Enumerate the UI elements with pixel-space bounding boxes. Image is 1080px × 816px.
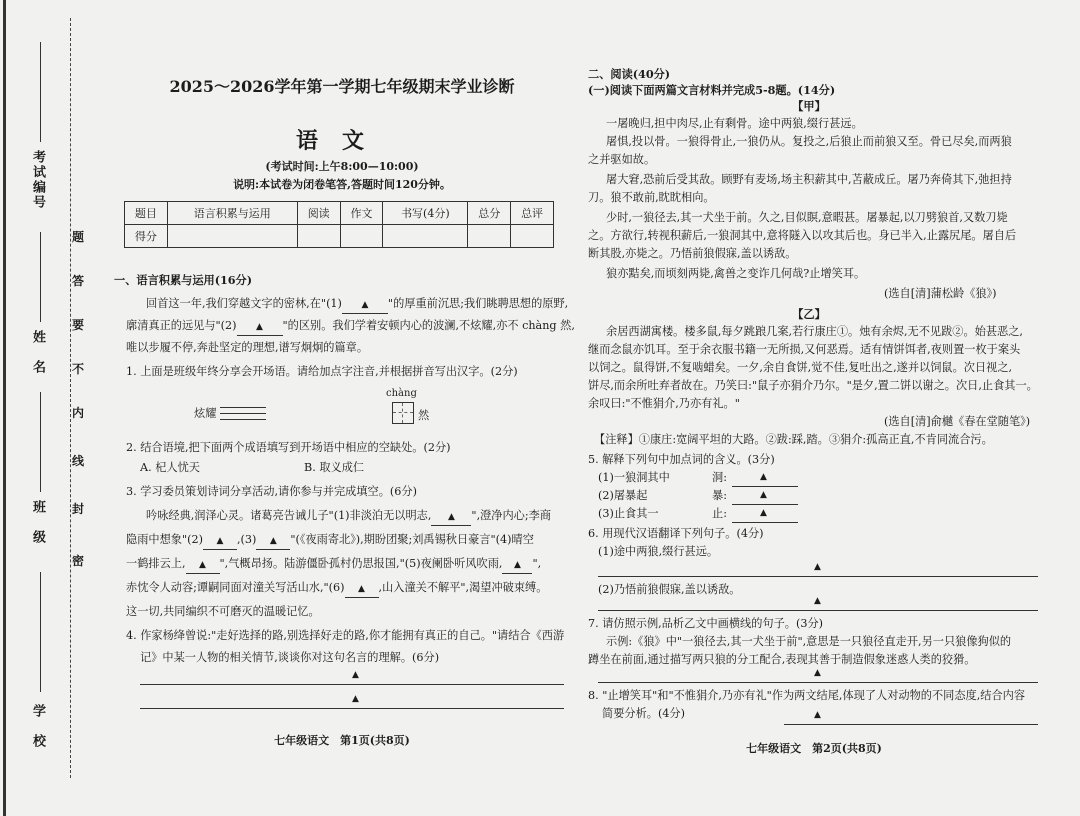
yi-source: (选自[清]俞樾《春在堂随笔》): [884, 415, 1031, 428]
score-header: 语言积累与运用: [167, 202, 297, 225]
q5-item: (3)止食其一: [598, 507, 659, 520]
score-cell[interactable]: [167, 225, 297, 248]
q3-line-4: [126, 580, 576, 598]
answer-line[interactable]: [732, 522, 798, 523]
q5-word: 洞:: [712, 471, 727, 484]
score-cell[interactable]: [511, 225, 554, 248]
q7-example: 蹲坐在前面,通过描写两只狼的分工配合,表现其善于制造假象迷惑人类的狡猾。: [588, 653, 976, 666]
pinyin-hint: chàng: [386, 388, 417, 399]
q3-text: "(《夜雨寄北》),期盼团聚;刘禹锡秋日豪言"(4)晴空: [290, 533, 534, 546]
answer-mark: ▲: [814, 668, 821, 678]
answer-line[interactable]: [140, 684, 564, 685]
yi-paragraph: 余居西湖寓楼。楼多鼠,每夕跳踉几案,若行康庄①。烛有余烬,无不见跋②。始甚恶之,: [606, 325, 1023, 338]
binding-strip: [0, 0, 98, 816]
class-label: 班 级: [30, 500, 45, 545]
name-blank: [40, 232, 41, 322]
q3-line-2: [126, 532, 576, 550]
q3-text: ",澄净内心;李商: [471, 509, 552, 522]
school-blank: [40, 572, 41, 692]
exam-time: (考试时间:上午8:00—10:00): [265, 160, 419, 173]
question-4-cont: 记》中某一人物的相关情节,谈谈你对这句名言的理解。(6分): [140, 651, 440, 664]
answer-line[interactable]: [732, 486, 798, 487]
score-cell[interactable]: [468, 225, 511, 248]
jia-paragraph: 一屠晚归,担中肉尽,止有剩骨。途中两狼,缀行甚远。: [606, 117, 863, 130]
hanzi-grid-box[interactable]: [392, 402, 414, 424]
seal-char: 密: [72, 554, 85, 568]
answer-line[interactable]: [784, 724, 1038, 725]
q3-text: ",气概昂扬。陆游僵卧孤村仍思报国,"(5)夜阑卧听风吹雨,: [219, 557, 503, 570]
jia-source: (选自[清]蒲松龄《狼》): [884, 287, 997, 300]
score-header: 总评: [511, 202, 554, 225]
page-1: [112, 0, 575, 816]
answer-mark: ▲: [199, 560, 206, 570]
q5-word: 止:: [712, 507, 727, 520]
q3-text: ,(3): [236, 533, 257, 546]
jia-paragraph: 屠惧,投以骨。一狼得骨止,一狼仍从。复投之,后狼止而前狼又至。骨已尽矣,而两狼: [606, 135, 1012, 148]
score-header: 作文: [340, 202, 383, 225]
intro-text: "的区别。我们学着安顿内心的波澜,不炫耀,亦不 chàng 然,: [282, 319, 575, 332]
seal-char: 答: [72, 274, 85, 288]
yi-paragraph: [588, 360, 1046, 376]
answer-blank[interactable]: [237, 318, 283, 336]
page-footer: 七年级语文 第1页(共8页): [274, 734, 410, 747]
seal-char: 不: [72, 362, 85, 376]
answer-mark: ▲: [814, 710, 821, 720]
class-blank: [40, 392, 41, 492]
section-heading: 二、阅读(40分): [588, 67, 671, 81]
score-row: [125, 225, 554, 248]
answer-blank[interactable]: [186, 556, 220, 574]
q3-text: 隐雨中想象"(2): [126, 533, 203, 546]
answer-mark: ▲: [814, 562, 821, 572]
school-label: 学 校: [30, 704, 45, 749]
annotation-notes: 【注释】①康庄:宽阔平坦的大路。②跋:踩,踏。③狷介:孤高正直,不肯同流合污。: [594, 433, 993, 446]
score-header: 题目: [125, 202, 168, 225]
score-cell[interactable]: [297, 225, 340, 248]
intro-text: 廓清真正的远见与"(2): [126, 319, 237, 332]
score-cell[interactable]: [340, 225, 383, 248]
answer-mark: ▲: [269, 536, 277, 546]
question-8: 8. "止增笑耳"和"不惟狷介,乃亦有礼"作为两文结尾,体现了人对动物的不同态度,结合内容: [588, 689, 1026, 702]
seal-line: [70, 18, 71, 778]
exam-no-label: 考试编号: [30, 150, 45, 210]
answer-blank[interactable]: [203, 532, 237, 550]
question-7: 7. 请仿照示例,品析乙文中画横线的句子。(3分): [588, 617, 824, 630]
score-cell[interactable]: [383, 225, 468, 248]
q1-word: 然: [418, 409, 430, 422]
q3-text: 一鹤排云上,: [126, 557, 186, 570]
score-header: 阅读: [297, 202, 340, 225]
subsection-heading: (一)阅读下面两篇文言材料并完成5-8题。(14分): [588, 83, 836, 97]
answer-line[interactable]: [598, 682, 1038, 683]
answer-blank[interactable]: [345, 580, 379, 598]
answer-mark: ▲: [361, 300, 369, 310]
name-label: 姓 名: [30, 330, 45, 375]
score-header: 总分: [468, 202, 511, 225]
answer-mark: ▲: [513, 560, 521, 570]
q3-line-3: [126, 556, 576, 574]
q3-text: 赤忱令人动容;谭嗣同面对潼关写活山水,"(6): [126, 581, 345, 594]
answer-mark: ▲: [358, 584, 365, 594]
q3-text: ",: [532, 557, 542, 570]
answer-mark: ▲: [760, 490, 767, 500]
question-3: 3. 学习委员策划诗词分享活动,请你参与并完成填空。(6分): [126, 485, 417, 498]
intro-text: "的厚重前沉思;我们眺聘思想的原野,: [387, 297, 569, 310]
section-heading: 一、语言积累与运用(16分): [114, 273, 253, 287]
answer-blank[interactable]: [256, 532, 290, 550]
q3-line-5: 这一切,共同编织不可磨灭的温暖记忆。: [126, 605, 320, 618]
answer-blank[interactable]: [431, 508, 471, 526]
answer-mark: ▲: [814, 596, 821, 606]
question-8-cont: 简要分析。(4分): [602, 707, 685, 720]
q5-word: 暴:: [712, 489, 727, 502]
q1-word: 炫耀: [194, 407, 217, 420]
question-2: 2. 结合语境,把下面两个成语填写到开场语中相应的空缺处。(2分): [126, 441, 451, 454]
yi-underlined-sentence: 以饲之。鼠得饼,不复啮蜡矣。一夕,余自食饼,觉不佳,复吐出之,遂并以饲鼠。次日视之,: [588, 361, 1013, 374]
score-row-label: 得分: [125, 225, 168, 248]
q3-line-1: [146, 508, 576, 526]
binding-edge: [3, 0, 6, 816]
q6-item: (1)途中两狼,缀行甚远。: [598, 545, 719, 558]
jia-paragraph: 少时,一狼径去,其一犬坐于前。久之,目似瞑,意暇甚。屠暴起,以刀劈狼首,又数刀毙: [606, 211, 1008, 224]
answer-blank[interactable]: [502, 556, 532, 574]
intro-text: 回首这一年,我们穿越文字的密林,在"(1): [146, 297, 342, 310]
pinyin-answer-lines[interactable]: [220, 402, 266, 420]
passage-yi-label: 【乙】: [792, 307, 826, 321]
seal-char: 要: [72, 318, 85, 332]
question-4: 4. 作家杨绛曾说:"走好选择的路,别选择好走的路,你才能拥有真正的自己。"请结合《西游: [126, 629, 565, 642]
answer-mark: ▲: [352, 670, 359, 680]
jia-paragraph: 狼亦黠矣,而顷刻两毙,禽兽之变诈几何哉?止增笑耳。: [606, 267, 866, 280]
subject-title: 语文: [295, 128, 388, 154]
answer-mark: ▲: [760, 472, 767, 482]
answer-line[interactable]: [598, 576, 1038, 577]
option-b: B. 取义成仁: [304, 461, 365, 474]
exam-no-blank: [40, 42, 41, 142]
question-1: 1. 上面是班级年终分享会开场语。请给加点字注音,并根据拼音写出汉字。(2分): [126, 365, 518, 378]
q7-example: 示例:《狼》中"一狼径去,其一犬坐于前",意思是一只狼径直走开,另一只狼像狗似的: [606, 635, 1012, 648]
q6-item: (2)乃悟前狼假寐,盖以诱敌。: [598, 583, 741, 596]
seal-char: 内: [72, 406, 85, 420]
yi-paragraph: 余叹曰:"不惟狷介,乃亦有礼。": [588, 397, 740, 410]
intro-line-2: [126, 318, 576, 336]
question-6: 6. 用现代汉语翻译下列句子。(4分): [588, 527, 764, 540]
jia-paragraph: 之并驱如故。: [588, 153, 656, 166]
jia-paragraph: 屠大窘,恐前后受其敌。顾野有麦场,场主积薪其中,苫蔽成丘。屠乃奔倚其下,弛担持: [606, 173, 1012, 186]
answer-blank[interactable]: [342, 296, 388, 314]
answer-mark: ▲: [256, 322, 263, 332]
score-header-row: [125, 202, 554, 225]
page-2: [584, 0, 1044, 816]
passage-jia-label: 【甲】: [792, 99, 826, 113]
exam-title: 2025～2026学年第一学期七年级期末学业诊断: [169, 77, 515, 96]
exam-note: 说明:本试卷为闭卷笔答,答题时间120分钟。: [233, 178, 451, 191]
seal-char: 题: [72, 230, 85, 244]
yi-paragraph: 饼尽,而余所吐弃者故在。乃笑曰:"鼠子亦狷介乃尔。"是夕,置二饼以谢之。次日,止食其一。: [588, 379, 1038, 392]
jia-paragraph: 之。方欲行,转视积薪后,一狼洞其中,意将隧入以攻其后也。身已半入,止露尻尾。屠自后: [588, 229, 1017, 242]
answer-mark: ▲: [760, 508, 767, 518]
answer-mark: ▲: [352, 694, 359, 704]
q3-text: ,山入潼关不解平",渴望冲破束缚。: [378, 581, 548, 594]
jia-paragraph: 刀。狼不敢前,眈眈相向。: [588, 191, 715, 204]
seal-char: 线: [72, 454, 85, 468]
answer-line[interactable]: [140, 708, 564, 709]
jia-paragraph: 断其股,亦毙之。乃悟前狼假寐,盖以诱敌。: [588, 247, 797, 260]
score-table: [124, 201, 554, 248]
answer-line[interactable]: [598, 610, 1038, 611]
q3-text: 吟咏经典,润泽心灵。诸葛亮告诫儿子"(1)非淡泊无以明志,: [146, 509, 432, 522]
seal-char: 封: [72, 502, 85, 516]
q5-item: (2)屠暴起: [598, 489, 648, 502]
answer-line[interactable]: [732, 504, 798, 505]
option-a: A. 杞人忧天: [140, 461, 200, 474]
yi-paragraph: 继而念鼠亦饥耳。至于余衣服书籍一无所损,又何恶焉。适有情饼饵者,夜则置一枚于案头: [588, 343, 1021, 356]
answer-mark: ▲: [216, 536, 224, 546]
question-5: 5. 解释下列句中加点词的含义。(3分): [588, 453, 775, 466]
page-footer: 七年级语文 第2页(共8页): [746, 742, 882, 755]
intro-line-1: [146, 296, 576, 314]
intro-line-3: 唯以步履不停,奔赴坚定的理想,谱写炯炯的篇章。: [126, 341, 369, 354]
answer-mark: ▲: [447, 512, 455, 522]
score-header: 书写(4分): [383, 202, 468, 225]
q5-item: (1)一狼洞其中: [598, 471, 670, 484]
